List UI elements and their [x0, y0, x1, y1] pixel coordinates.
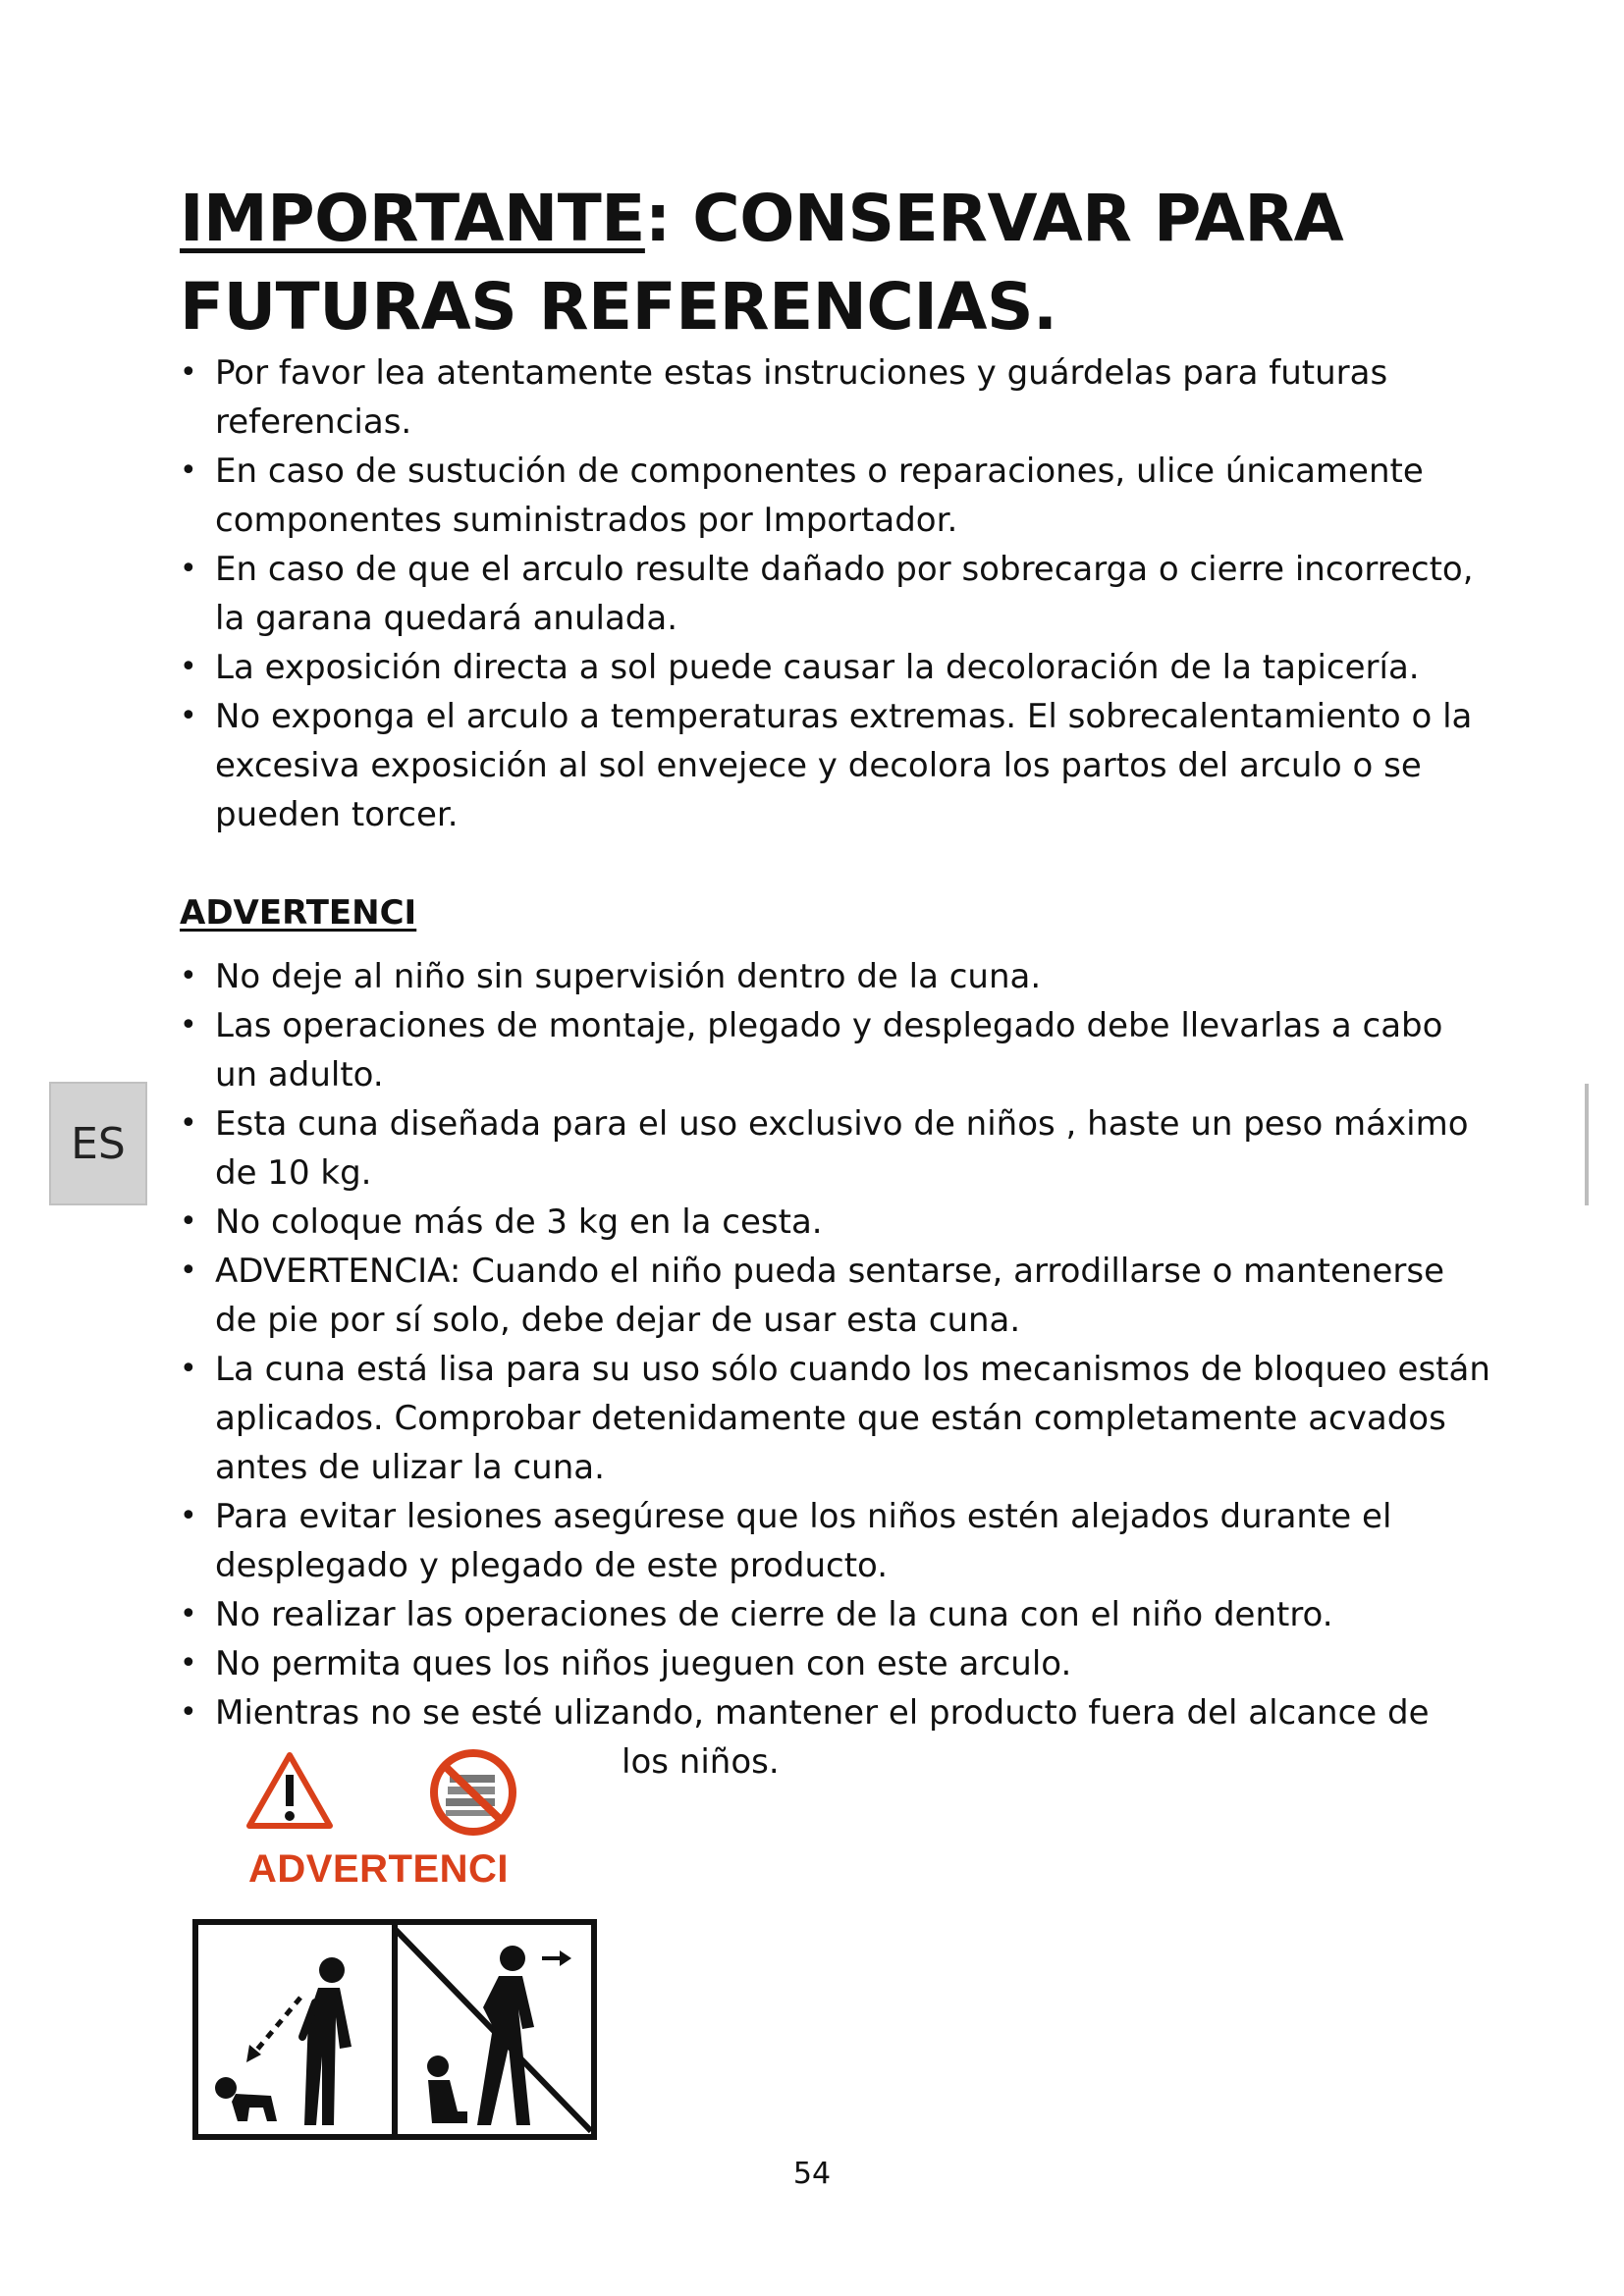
list-item: • En caso de sustución de componentes o reparaciones, ulice únicamente componentes suministrados por Importador. — [180, 447, 1495, 545]
list-item: • No permita ques los niños jueguen con este arculo. — [180, 1639, 1495, 1688]
warning-heading: ADVERTENCI — [180, 893, 417, 933]
warning-list — [180, 952, 1495, 1787]
list-item: • No deje al niño sin supervisión dentro de la cuna. — [180, 952, 1495, 1001]
continuation-text: los niños. — [622, 1742, 780, 1782]
list-item: • Para evitar lesiones asegúrese que los niños estén alejados durante el desplegado y plegado de este producto. — [180, 1492, 1495, 1590]
list-item: • ADVERTENCIA: Cuando el niño pueda sentarse, arrodillarse o mantenerse de pie por sí solo, debe dejar de usar esta cuna. — [180, 1247, 1495, 1345]
list-item: • Mientras no se esté ulizando, mantener el producto fuera del alcance de — [180, 1688, 1495, 1737]
no-stacking-icon — [434, 1753, 513, 1832]
page-title — [180, 175, 1456, 351]
pictogram-label: ADVERTENCI — [248, 1847, 510, 1891]
list-item: • No realizar las operaciones de cierre de la cuna con el niño dentro. — [180, 1590, 1495, 1639]
list-item: • No coloque más de 3 kg en la cesta. — [180, 1198, 1495, 1247]
title-line2: FUTURAS REFERENCIAS. — [180, 269, 1057, 345]
warning-triangle-icon — [249, 1755, 330, 1826]
list-item: • La cuna está lisa para su uso sólo cuando los mecanismos de bloqueo están aplicados. Comprobar detenidamente que están completamente acvados antes de ulizar la cuna. — [180, 1345, 1495, 1492]
supervision-pictogram — [192, 1919, 597, 2140]
title-important: IMPORTANTE — [180, 181, 645, 256]
list-item: • Esta cuna diseñada para el uso exclusivo de niños , haste un peso máximo de 10 kg. — [180, 1099, 1495, 1198]
page-number: 54 — [792, 2157, 832, 2191]
list-item: • La exposición directa a sol puede causar la decoloración de la tapicería. — [180, 643, 1495, 692]
language-tab: ES — [49, 1082, 147, 1205]
list-item: • Las operaciones de montaje, plegado y desplegado debe llevarlas a cabo un adulto. — [180, 1001, 1495, 1099]
list-item: • En caso de que el arculo resulte dañado por sobrecarga o cierre incorrecto, la garana quedará anulada. — [180, 545, 1495, 643]
list-item: • Por favor lea atentamente estas instruciones y guárdelas para futuras referencias. — [180, 348, 1495, 447]
margin-rule — [1585, 1084, 1589, 1205]
important-list — [180, 348, 1495, 839]
list-item: • No exponga el arculo a temperaturas extremas. El sobrecalentamiento o la excesiva exposición al sol envejece y decolora los partos del arculo o se pueden torcer. — [180, 692, 1495, 839]
title-rest-line1: : CONSERVAR PARA — [644, 181, 1344, 256]
